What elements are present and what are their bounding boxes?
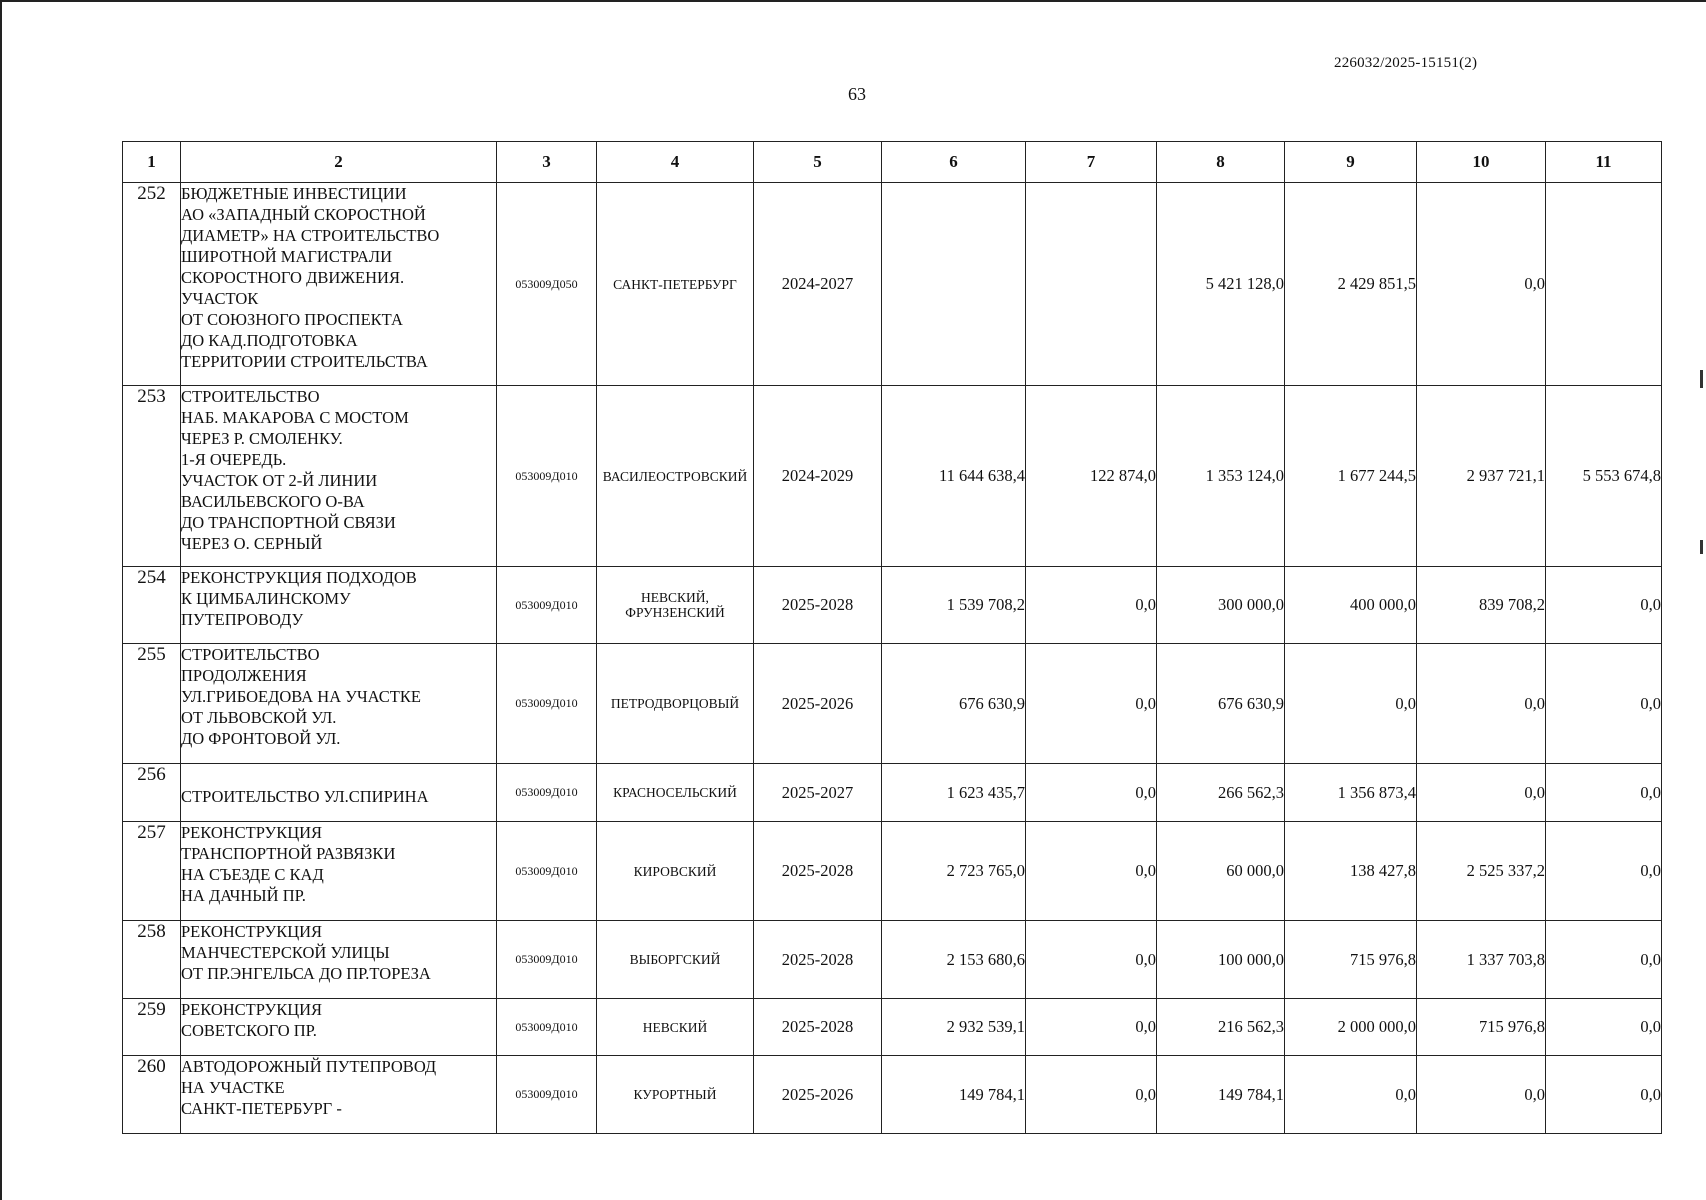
project-name: СТРОИТЕЛЬСТВО НАБ. МАКАРОВА С МОСТОМ ЧЕРЕЗ Р. СМОЛЕНКУ. 1-Я ОЧЕРЕДЬ. УЧАСТОК ОТ 2-Й ЛИНИИ ВАСИЛЬЕВСКОГО О-ВА ДО ТРАНСПОРТНОЙ СВЯЗИ ЧЕРЕЗ О. СЕРНЫЙ (181, 386, 497, 567)
amount-col9: 400 000,0 (1285, 567, 1417, 644)
amount-col11: 0,0 (1546, 764, 1662, 822)
amount-col9: 715 976,8 (1285, 921, 1417, 999)
district: САНКТ-ПЕТЕРБУРГ (597, 183, 754, 386)
project-name: СТРОИТЕЛЬСТВО ПРОДОЛЖЕНИЯ УЛ.ГРИБОЕДОВА НА УЧАСТКЕ ОТ ЛЬВОВСКОЙ УЛ. ДО ФРОНТОВОЙ УЛ. (181, 644, 497, 764)
amount-col8: 60 000,0 (1157, 822, 1285, 921)
amount-col10: 2 525 337,2 (1417, 822, 1546, 921)
district: НЕВСКИЙ, ФРУНЗЕНСКИЙ (597, 567, 754, 644)
district: ПЕТРОДВОРЦОВЫЙ (597, 644, 754, 764)
amount-col7: 0,0 (1026, 1056, 1157, 1134)
amount-col6: 1 623 435,7 (882, 764, 1026, 822)
amount-col7: 0,0 (1026, 764, 1157, 822)
amount-col7: 0,0 (1026, 644, 1157, 764)
budget-code: 053009Д010 (497, 386, 597, 567)
table-row (123, 764, 1662, 822)
column-header: 6 (882, 142, 1026, 183)
scan-mark (1700, 540, 1703, 554)
column-header: 10 (1417, 142, 1546, 183)
amount-col9: 1 677 244,5 (1285, 386, 1417, 567)
amount-col11 (1546, 183, 1662, 386)
table-row (123, 999, 1662, 1056)
amount-col10: 0,0 (1417, 1056, 1546, 1134)
table-row (123, 921, 1662, 999)
amount-col7: 0,0 (1026, 999, 1157, 1056)
amount-col8: 216 562,3 (1157, 999, 1285, 1056)
budget-code: 053009Д050 (497, 183, 597, 386)
budget-code: 053009Д010 (497, 764, 597, 822)
amount-col7: 0,0 (1026, 822, 1157, 921)
amount-col10: 0,0 (1417, 644, 1546, 764)
amount-col11: 0,0 (1546, 822, 1662, 921)
period: 2025-2027 (754, 764, 882, 822)
district: КИРОВСКИЙ (597, 822, 754, 921)
period: 2024-2027 (754, 183, 882, 386)
table-row (123, 822, 1662, 921)
column-header: 2 (181, 142, 497, 183)
row-number: 256 (123, 764, 181, 822)
amount-col9: 0,0 (1285, 644, 1417, 764)
amount-col8: 300 000,0 (1157, 567, 1285, 644)
amount-col6: 1 539 708,2 (882, 567, 1026, 644)
table-header-row (123, 142, 1662, 183)
district: КРАСНОСЕЛЬСКИЙ (597, 764, 754, 822)
table-row (123, 1056, 1662, 1134)
amount-col9: 2 429 851,5 (1285, 183, 1417, 386)
project-name: РЕКОНСТРУКЦИЯ МАНЧЕСТЕРСКОЙ УЛИЦЫ ОТ ПР.ЭНГЕЛЬСА ДО ПР.ТОРЕЗА (181, 921, 497, 999)
budget-code: 053009Д010 (497, 822, 597, 921)
project-name: РЕКОНСТРУКЦИЯ СОВЕТСКОГО ПР. (181, 999, 497, 1056)
amount-col11: 0,0 (1546, 644, 1662, 764)
column-header: 8 (1157, 142, 1285, 183)
budget-code: 053009Д010 (497, 1056, 597, 1134)
amount-col11: 0,0 (1546, 921, 1662, 999)
amount-col8: 1 353 124,0 (1157, 386, 1285, 567)
amount-col7: 0,0 (1026, 921, 1157, 999)
amount-col11: 0,0 (1546, 567, 1662, 644)
period: 2025-2028 (754, 999, 882, 1056)
district: КУРОРТНЫЙ (597, 1056, 754, 1134)
amount-col10: 839 708,2 (1417, 567, 1546, 644)
budget-code: 053009Д010 (497, 644, 597, 764)
row-number: 258 (123, 921, 181, 999)
amount-col10: 715 976,8 (1417, 999, 1546, 1056)
amount-col7: 122 874,0 (1026, 386, 1157, 567)
column-header: 7 (1026, 142, 1157, 183)
amount-col8: 149 784,1 (1157, 1056, 1285, 1134)
amount-col6: 11 644 638,4 (882, 386, 1026, 567)
document-number: 226032/2025-15151(2) (1334, 55, 1478, 71)
project-name: АВТОДОРОЖНЫЙ ПУТЕПРОВОД НА УЧАСТКЕ САНКТ-ПЕТЕРБУРГ - (181, 1056, 497, 1134)
project-name: РЕКОНСТРУКЦИЯ ТРАНСПОРТНОЙ РАЗВЯЗКИ НА СЪЕЗДЕ С КАД НА ДАЧНЫЙ ПР. (181, 822, 497, 921)
amount-col9: 2 000 000,0 (1285, 999, 1417, 1056)
budget-code: 053009Д010 (497, 567, 597, 644)
amount-col11: 5 553 674,8 (1546, 386, 1662, 567)
amount-col10: 2 937 721,1 (1417, 386, 1546, 567)
column-header: 11 (1546, 142, 1662, 183)
table-row (123, 644, 1662, 764)
row-number: 257 (123, 822, 181, 921)
scan-mark (1700, 370, 1703, 388)
page-number: 63 (848, 84, 866, 104)
period: 2025-2028 (754, 921, 882, 999)
project-name: СТРОИТЕЛЬСТВО УЛ.СПИРИНА (181, 764, 497, 822)
amount-col7 (1026, 183, 1157, 386)
period: 2025-2026 (754, 1056, 882, 1134)
row-number: 259 (123, 999, 181, 1056)
amount-col8: 266 562,3 (1157, 764, 1285, 822)
amount-col8: 100 000,0 (1157, 921, 1285, 999)
amount-col8: 676 630,9 (1157, 644, 1285, 764)
district: ВАСИЛЕОСТРОВСКИЙ (597, 386, 754, 567)
row-number: 260 (123, 1056, 181, 1134)
column-header: 4 (597, 142, 754, 183)
table-row (123, 567, 1662, 644)
row-number: 252 (123, 183, 181, 386)
amount-col6: 676 630,9 (882, 644, 1026, 764)
district: НЕВСКИЙ (597, 999, 754, 1056)
row-number: 255 (123, 644, 181, 764)
column-header: 1 (123, 142, 181, 183)
amount-col6: 149 784,1 (882, 1056, 1026, 1134)
row-number: 254 (123, 567, 181, 644)
amount-col9: 138 427,8 (1285, 822, 1417, 921)
amount-col6: 2 153 680,6 (882, 921, 1026, 999)
period: 2025-2026 (754, 644, 882, 764)
amount-col9: 1 356 873,4 (1285, 764, 1417, 822)
budget-code: 053009Д010 (497, 999, 597, 1056)
column-header: 9 (1285, 142, 1417, 183)
amount-col8: 5 421 128,0 (1157, 183, 1285, 386)
table-row (123, 386, 1662, 567)
period: 2025-2028 (754, 567, 882, 644)
amount-col11: 0,0 (1546, 1056, 1662, 1134)
project-name: РЕКОНСТРУКЦИЯ ПОДХОДОВ К ЦИМБАЛИНСКОМУ ПУТЕПРОВОДУ (181, 567, 497, 644)
amount-col6: 2 723 765,0 (882, 822, 1026, 921)
column-header: 3 (497, 142, 597, 183)
investment-table (122, 141, 1662, 1134)
amount-col10: 1 337 703,8 (1417, 921, 1546, 999)
table-row (123, 183, 1662, 386)
budget-code: 053009Д010 (497, 921, 597, 999)
period: 2025-2028 (754, 822, 882, 921)
period: 2024-2029 (754, 386, 882, 567)
amount-col11: 0,0 (1546, 999, 1662, 1056)
amount-col7: 0,0 (1026, 567, 1157, 644)
amount-col6: 2 932 539,1 (882, 999, 1026, 1056)
row-number: 253 (123, 386, 181, 567)
column-header: 5 (754, 142, 882, 183)
amount-col10: 0,0 (1417, 764, 1546, 822)
amount-col6 (882, 183, 1026, 386)
amount-col9: 0,0 (1285, 1056, 1417, 1134)
district: ВЫБОРГСКИЙ (597, 921, 754, 999)
project-name: БЮДЖЕТНЫЕ ИНВЕСТИЦИИ АО «ЗАПАДНЫЙ СКОРОСТНОЙ ДИАМЕТР» НА СТРОИТЕЛЬСТВО ШИРОТНОЙ МАГИСТРАЛИ СКОРОСТНОГО ДВИЖЕНИЯ. УЧАСТОК ОТ СОЮЗНОГО ПРОСПЕКТА ДО КАД.ПОДГОТОВКА ТЕРРИТОРИИ СТРОИТЕЛЬСТВА (181, 183, 497, 386)
amount-col10: 0,0 (1417, 183, 1546, 386)
